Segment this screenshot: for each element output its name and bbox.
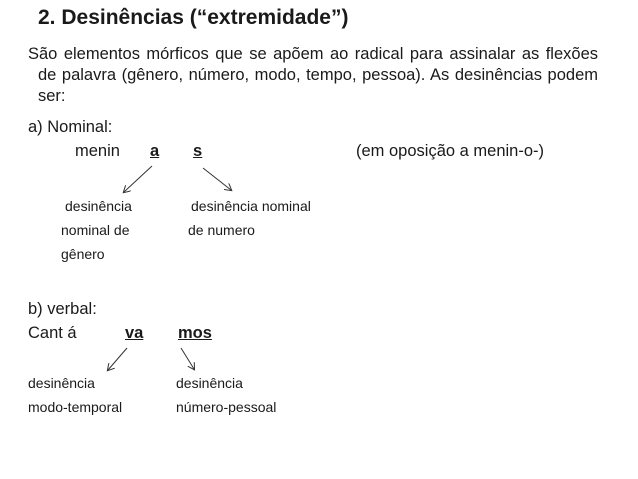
arrow-mos-to-right [181, 348, 194, 369]
nominal-left-desc-2: nominal de [61, 222, 130, 238]
verbal-ending-va: va [125, 324, 144, 342]
arrow-a-to-left [124, 166, 152, 192]
nominal-right-desc-2: de numero [188, 222, 255, 238]
arrow-s-to-right [203, 168, 231, 190]
arrow-va-to-left [108, 348, 127, 370]
nominal-left-desc-3: gênero [61, 246, 105, 262]
nominal-right-desc-1: desinência nominal [191, 198, 311, 214]
intro-paragraph: São elementos mórficos que se apõem ao radical para assinalar as flexões de palavra (gênero, número, modo, tempo, pessoa). As desinências podem ser: [28, 45, 598, 105]
verbal-ending-mos: mos [178, 324, 212, 342]
verbal-label: b) verbal: [28, 300, 97, 318]
nominal-note: (em oposição a menin-o-) [356, 142, 544, 160]
slide-title: 2. Desinências (“extremidade”) [38, 6, 349, 29]
nominal-word-base: menin [75, 142, 120, 160]
nominal-left-desc-1: desinência [65, 198, 132, 214]
nominal-ending-a: a [150, 142, 160, 160]
verbal-word-base: Cant á [28, 324, 77, 342]
verbal-left-desc-2: modo-temporal [28, 399, 123, 415]
verbal-right-desc-2: número-pessoal [176, 399, 277, 415]
nominal-ending-s: s [193, 142, 203, 160]
verbal-left-desc-1: desinência [28, 375, 95, 391]
nominal-label: a) Nominal: [28, 118, 113, 136]
verbal-right-desc-1: desinência [176, 375, 243, 391]
